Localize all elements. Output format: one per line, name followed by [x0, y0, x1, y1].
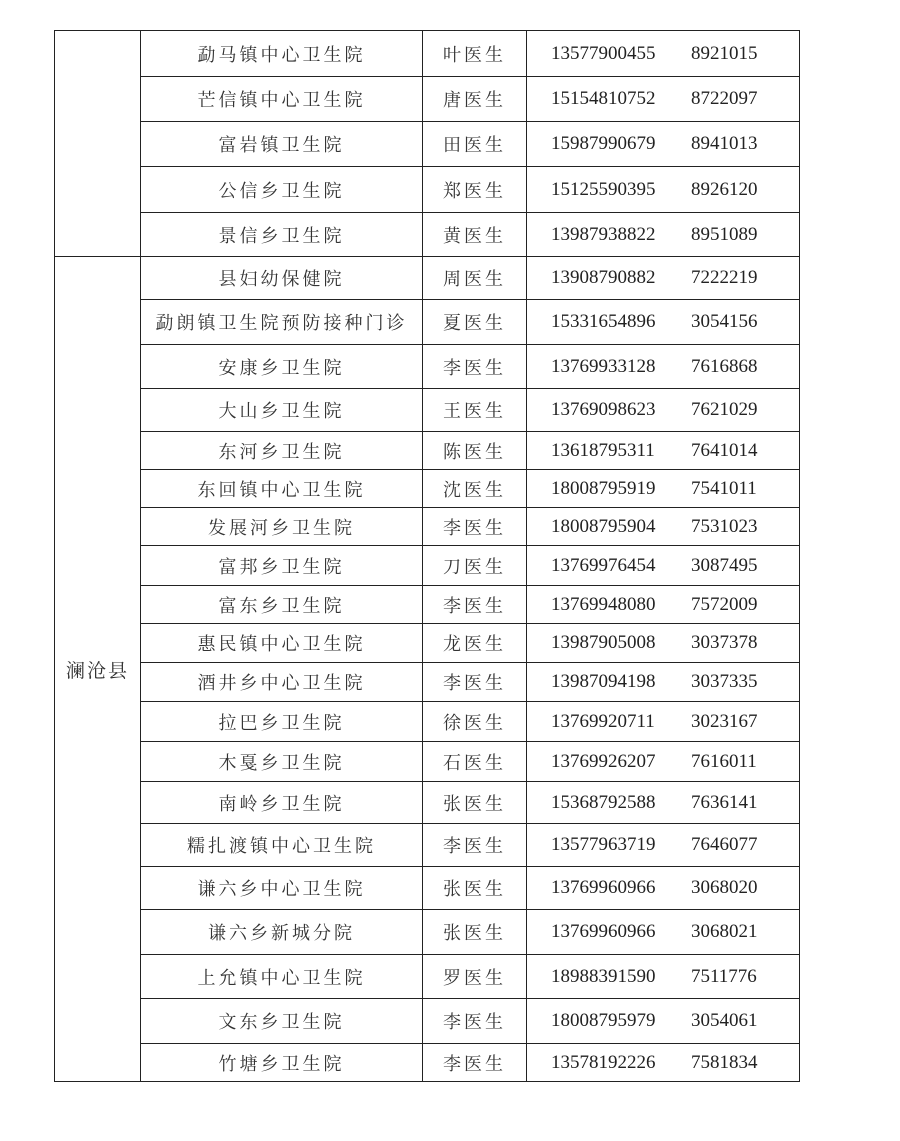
mobile-number: 13769960966 [551, 877, 656, 898]
mobile-number: 15154810752 [551, 88, 656, 109]
mobile-number: 13577900455 [551, 42, 656, 64]
doctor-cell: 张医生 [423, 782, 527, 824]
doctor-cell: 叶医生 [423, 31, 527, 77]
doctor-cell: 田医生 [423, 122, 527, 167]
table-row [55, 432, 800, 470]
hospital-cell: 富东乡卫生院 [141, 586, 423, 624]
landline-number: 3068020 [691, 877, 758, 898]
phone-cell [527, 257, 800, 300]
table-row [55, 663, 800, 702]
mobile-number: 13769933128 [551, 355, 656, 377]
table-row [55, 300, 800, 345]
mobile-number: 13987094198 [551, 671, 656, 692]
doctor-cell: 李医生 [423, 824, 527, 867]
doctor-cell: 周医生 [423, 257, 527, 300]
hospital-cell: 景信乡卫生院 [141, 213, 423, 257]
hospital-cell: 富岩镇卫生院 [141, 122, 423, 167]
hospital-cell: 木戛乡卫生院 [141, 742, 423, 782]
phone-cell [527, 1044, 800, 1082]
table-row [55, 782, 800, 824]
doctor-cell: 王医生 [423, 389, 527, 432]
hospital-cell: 勐马镇中心卫生院 [141, 31, 423, 77]
doctor-cell: 张医生 [423, 867, 527, 910]
doctor-cell: 龙医生 [423, 624, 527, 663]
phone-cell [527, 31, 800, 77]
mobile-number: 13769926207 [551, 750, 656, 772]
table-row [55, 213, 800, 257]
table-row [55, 955, 800, 999]
landline-number: 7531023 [691, 515, 758, 537]
doctor-cell: 陈医生 [423, 432, 527, 470]
phone-cell [527, 432, 800, 470]
mobile-number: 15987990679 [551, 133, 656, 154]
doctor-cell: 张医生 [423, 910, 527, 955]
doctor-cell: 李医生 [423, 586, 527, 624]
landline-number: 8722097 [691, 88, 758, 109]
doctor-cell: 徐医生 [423, 702, 527, 742]
table-row [55, 999, 800, 1044]
hospital-cell: 大山乡卫生院 [141, 389, 423, 432]
phone-cell [527, 300, 800, 345]
landline-number: 8951089 [691, 223, 758, 245]
table-row [55, 122, 800, 167]
phone-cell [527, 955, 800, 999]
county-cell: 澜沧县 [55, 257, 141, 1082]
phone-cell [527, 122, 800, 167]
phone-cell [527, 213, 800, 257]
mobile-number: 15368792588 [551, 791, 656, 813]
doctor-cell: 李医生 [423, 345, 527, 389]
phone-cell [527, 742, 800, 782]
doctor-cell: 郑医生 [423, 167, 527, 213]
doctor-cell: 李医生 [423, 999, 527, 1044]
county-cell [55, 31, 141, 257]
table-row [55, 389, 800, 432]
mobile-number: 13769960966 [551, 921, 656, 942]
hospital-cell: 糯扎渡镇中心卫生院 [141, 824, 423, 867]
doctor-cell: 李医生 [423, 1044, 527, 1082]
hospital-cell: 谦六乡新城分院 [141, 910, 423, 955]
landline-number: 7616868 [691, 355, 758, 377]
mobile-number: 15125590395 [551, 178, 656, 200]
landline-number: 7641014 [691, 439, 758, 461]
landline-number: 7572009 [691, 593, 758, 615]
table-row [55, 624, 800, 663]
phone-cell [527, 624, 800, 663]
hospital-cell: 竹塘乡卫生院 [141, 1044, 423, 1082]
landline-number: 3037335 [691, 671, 758, 692]
table-row [55, 910, 800, 955]
mobile-number: 13769098623 [551, 399, 656, 420]
hospital-cell: 芒信镇中心卫生院 [141, 77, 423, 122]
hospital-cell: 文东乡卫生院 [141, 999, 423, 1044]
hospital-cell: 酒井乡中心卫生院 [141, 663, 423, 702]
landline-number: 3037378 [691, 632, 758, 653]
mobile-number: 13577963719 [551, 834, 656, 855]
hospital-cell: 东回镇中心卫生院 [141, 470, 423, 508]
mobile-number: 13987938822 [551, 223, 656, 245]
phone-cell [527, 345, 800, 389]
table-row [55, 824, 800, 867]
table-row [55, 1044, 800, 1082]
phone-cell [527, 910, 800, 955]
table-row [55, 702, 800, 742]
landline-number: 7222219 [691, 267, 758, 288]
landline-number: 7621029 [691, 399, 758, 420]
doctor-cell: 沈医生 [423, 470, 527, 508]
hospital-cell: 上允镇中心卫生院 [141, 955, 423, 999]
doctor-cell: 石医生 [423, 742, 527, 782]
doctor-cell: 李医生 [423, 508, 527, 546]
mobile-number: 13578192226 [551, 1051, 656, 1073]
phone-cell [527, 167, 800, 213]
mobile-number: 13908790882 [551, 267, 656, 288]
landline-number: 8926120 [691, 178, 758, 200]
landline-number: 7541011 [691, 477, 757, 499]
phone-cell [527, 782, 800, 824]
phone-cell [527, 663, 800, 702]
table-row [55, 257, 800, 300]
mobile-number: 18008795904 [551, 515, 656, 537]
table-row [55, 867, 800, 910]
landline-number: 7646077 [691, 834, 758, 855]
phone-cell [527, 586, 800, 624]
hospital-cell: 发展河乡卫生院 [141, 508, 423, 546]
hospital-cell: 谦六乡中心卫生院 [141, 867, 423, 910]
mobile-number: 13769920711 [551, 710, 655, 732]
phone-cell [527, 702, 800, 742]
hospital-cell: 安康乡卫生院 [141, 345, 423, 389]
table-row [55, 31, 800, 77]
phone-cell [527, 389, 800, 432]
mobile-number: 13769948080 [551, 593, 656, 615]
mobile-number: 13618795311 [551, 439, 655, 461]
hospital-cell: 勐朗镇卫生院预防接种门诊 [141, 300, 423, 345]
doctor-cell: 唐医生 [423, 77, 527, 122]
table-body [55, 31, 800, 1082]
table-row [55, 470, 800, 508]
table-row [55, 586, 800, 624]
table-row [55, 345, 800, 389]
table-row [55, 77, 800, 122]
landline-number: 3087495 [691, 554, 758, 576]
phone-cell [527, 77, 800, 122]
hospital-cell: 公信乡卫生院 [141, 167, 423, 213]
landline-number: 8941013 [691, 133, 758, 154]
doctor-cell: 刀医生 [423, 546, 527, 586]
hospital-cell: 东河乡卫生院 [141, 432, 423, 470]
phone-cell [527, 546, 800, 586]
contact-table [54, 30, 800, 1082]
table-row [55, 167, 800, 213]
landline-number: 7581834 [691, 1051, 758, 1073]
mobile-number: 18988391590 [551, 965, 656, 987]
hospital-cell: 县妇幼保健院 [141, 257, 423, 300]
mobile-number: 18008795919 [551, 477, 656, 499]
hospital-cell: 拉巴乡卫生院 [141, 702, 423, 742]
doctor-cell: 黄医生 [423, 213, 527, 257]
landline-number: 3054061 [691, 1010, 758, 1031]
table-row [55, 742, 800, 782]
phone-cell [527, 999, 800, 1044]
phone-cell [527, 824, 800, 867]
doctor-cell: 夏医生 [423, 300, 527, 345]
landline-number: 3023167 [691, 710, 758, 732]
phone-cell [527, 867, 800, 910]
phone-cell [527, 470, 800, 508]
hospital-cell: 南岭乡卫生院 [141, 782, 423, 824]
mobile-number: 13987905008 [551, 632, 656, 653]
landline-number: 3054156 [691, 311, 758, 332]
mobile-number: 18008795979 [551, 1010, 656, 1031]
hospital-cell: 惠民镇中心卫生院 [141, 624, 423, 663]
landline-number: 7616011 [691, 750, 757, 772]
landline-number: 7636141 [691, 791, 758, 813]
doctor-cell: 罗医生 [423, 955, 527, 999]
table-row [55, 508, 800, 546]
mobile-number: 15331654896 [551, 311, 656, 332]
landline-number: 3068021 [691, 921, 758, 942]
doctor-cell: 李医生 [423, 663, 527, 702]
hospital-cell: 富邦乡卫生院 [141, 546, 423, 586]
table-row [55, 546, 800, 586]
landline-number: 7511776 [691, 965, 757, 987]
mobile-number: 13769976454 [551, 554, 656, 576]
phone-cell [527, 508, 800, 546]
landline-number: 8921015 [691, 42, 758, 64]
